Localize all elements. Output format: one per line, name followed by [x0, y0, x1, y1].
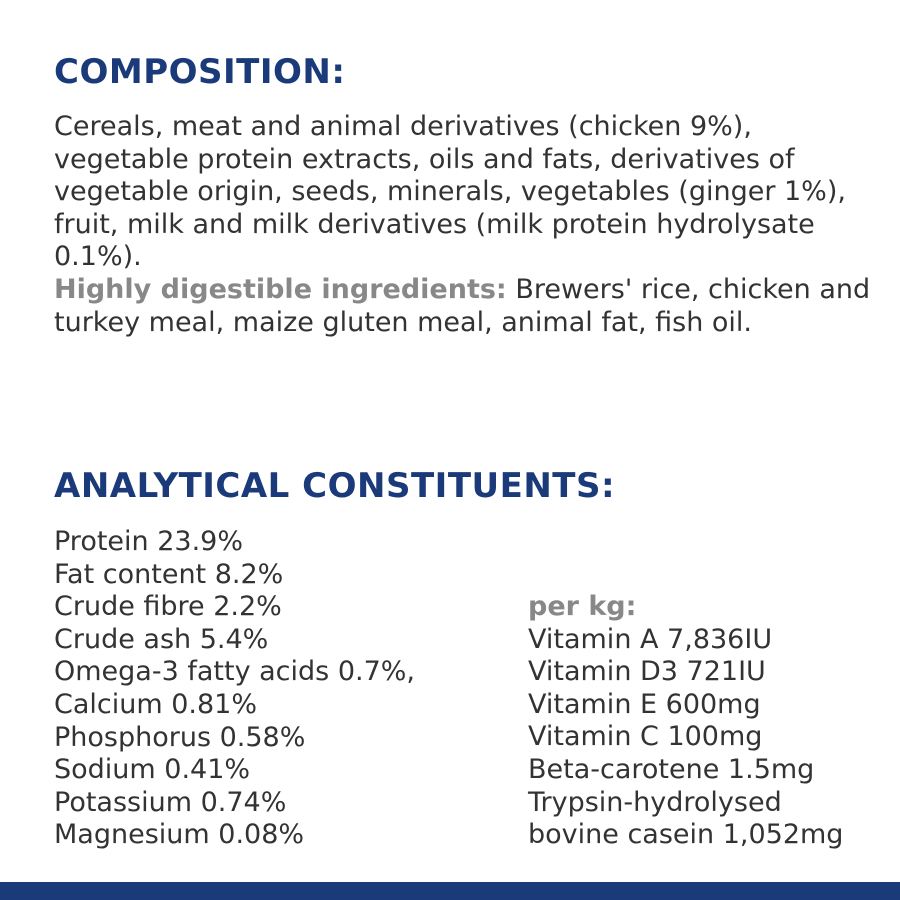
list-item: Potassium 0.74%	[54, 786, 287, 818]
composition-text: Cereals, meat and animal derivatives (chicken 9%), vegetable protein extracts, oils and fats, derivatives of vegetable origin, seeds, minerals, vegetables (ginger 1%), fruit, milk and milk derivatives (milk protein hydrolysate 0.1%).	[54, 111, 846, 273]
highlight-text: Brewers' rice, chicken and turkey meal, maize gluten meal, animal fat, fish oil.	[54, 273, 871, 338]
list-item: Vitamin D3 721IU	[528, 656, 766, 688]
list-item: Magnesium 0.08%	[54, 819, 305, 851]
per-kg-list	[528, 591, 843, 852]
list-item: Phosphorus 0.58%	[54, 721, 306, 753]
list-item: Vitamin E 600mg	[528, 688, 761, 720]
list-item: bovine casein 1,052mg	[528, 819, 844, 851]
per-kg-label: per kg:	[528, 591, 637, 622]
list-item: Vitamin C 100mg	[528, 721, 763, 753]
composition-paragraph	[54, 111, 884, 339]
list-item: Fat content 8.2%	[54, 558, 284, 590]
list-item: Beta-carotene 1.5mg	[528, 753, 815, 785]
list-item: Omega-3 fatty acids 0.7%,	[54, 656, 415, 688]
footer-bar	[0, 882, 900, 900]
highlight-label: Highly digestible ingredients:	[54, 273, 507, 305]
list-item: Crude ash 5.4%	[54, 623, 269, 655]
constituents-list	[54, 526, 415, 852]
analytical-constituents-heading: ANALYTICAL CONSTITUENTS:	[54, 466, 616, 506]
list-item: Calcium 0.81%	[54, 688, 258, 720]
list-item: Sodium 0.41%	[54, 754, 251, 786]
composition-heading: COMPOSITION:	[54, 52, 346, 92]
list-item: Crude fibre 2.2%	[54, 591, 282, 623]
list-item: Protein 23.9%	[54, 526, 243, 557]
list-item: Trypsin-hydrolysed	[528, 786, 782, 818]
list-item: Vitamin A 7,836IU	[528, 623, 773, 655]
